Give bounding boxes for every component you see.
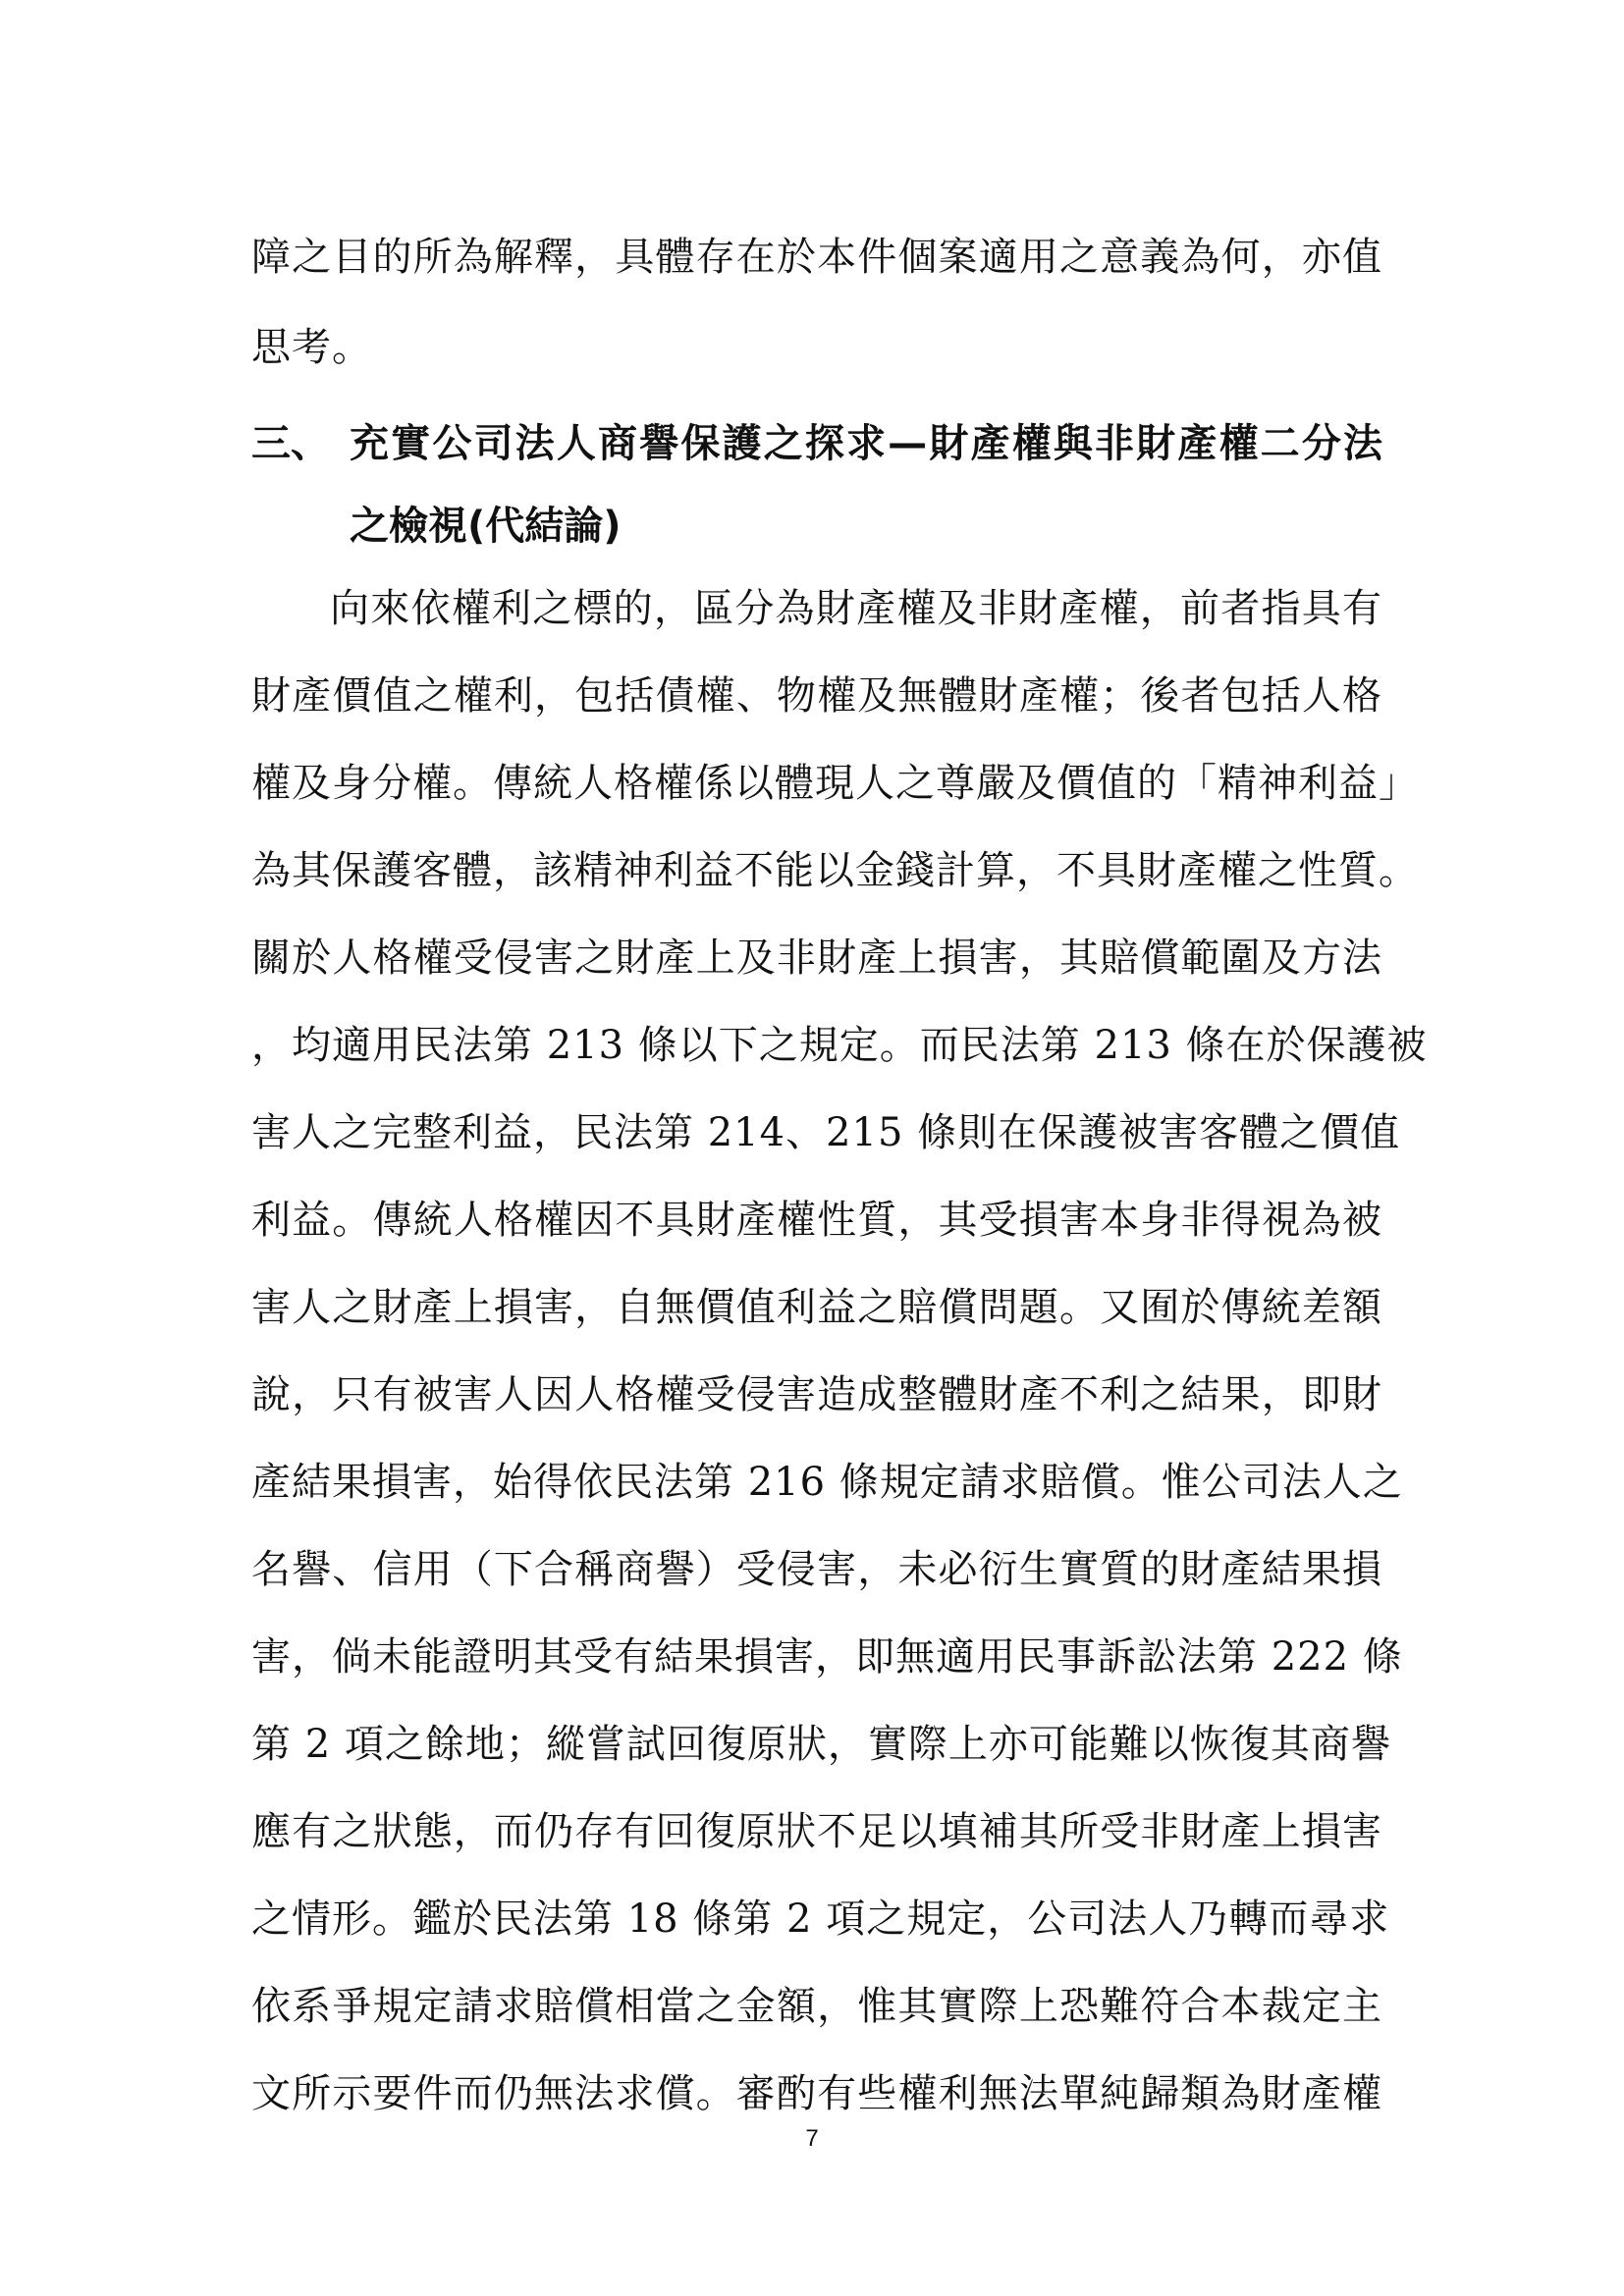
text-line: 害人之財產上損害，自無價值利益之賠償問題。又囿於傳統差額 xyxy=(251,1285,1382,1330)
text-line: 文所示要件而仍無法求償。審酌有些權利無法單純歸類為財產權 xyxy=(251,2071,1382,2116)
text-line: 之情形。鑑於民法第 18 條第 2 項之規定，公司法人乃轉而尋求 xyxy=(251,1896,1390,1942)
text-line: 依系爭規定請求賠償相當之金額，惟其實際上恐難符合本裁定主 xyxy=(251,1984,1382,2029)
text-line: 關於人格權受侵害之財產上及非財產上損害，其賠償範圍及方法 xyxy=(251,935,1382,981)
page-number: 7 xyxy=(805,2125,819,2152)
text-line: 害人之完整利益，民法第 214、215 條則在保護被害客體之價值 xyxy=(251,1110,1401,1155)
text-line: 權及身分權。傳統人格權係以體現人之尊嚴及價值的「精神利益」 xyxy=(251,761,1419,806)
text-line: 利益。傳統人格權因不具財產權性質，其受損害本身非得視為被 xyxy=(251,1198,1382,1243)
text-line: 第 2 項之餘地；縱嘗試回復原狀，實際上亦可能難以恢復其商譽 xyxy=(251,1722,1391,1767)
section-number: 三、 xyxy=(251,421,330,466)
text-line: 思考。 xyxy=(251,325,372,370)
text-line: 害，倘未能證明其受有結果損害，即無適用民事訴訟法第 222 條 xyxy=(251,1634,1403,1680)
text-line: 為其保護客體，該精神利益不能以金錢計算，不具財產權之性質。 xyxy=(251,848,1419,893)
text-line: 向來依權利之標的，區分為財產權及非財產權，前者指具有 xyxy=(330,586,1382,631)
text-line: 財產價值之權利，包括債權、物權及無體財產權；後者包括人格 xyxy=(251,673,1382,719)
section-title-continued: 之檢視(代結論) xyxy=(350,504,622,549)
text-line: 說，只有被害人因人格權受侵害造成整體財產不利之結果，即財 xyxy=(251,1372,1382,1417)
text-line: ，均適用民法第 213 條以下之規定。而民法第 213 條在於保護被 xyxy=(251,1023,1428,1068)
text-line: 應有之狀態，而仍存有回復原狀不足以填補其所受非財產上損害 xyxy=(251,1809,1382,1854)
section-title: 充實公司法人商譽保護之探求—財產權與非財產權二分法 xyxy=(350,421,1382,466)
text-line: 名譽、信用（下合稱商譽）受侵害，未必衍生實質的財產結果損 xyxy=(251,1547,1382,1592)
text-line: 障之目的所為解釋，具體存在於本件個案適用之意義為何，亦值 xyxy=(251,235,1382,280)
text-line: 產結果損害，始得依民法第 216 條規定請求賠償。惟公司法人之 xyxy=(251,1460,1403,1505)
